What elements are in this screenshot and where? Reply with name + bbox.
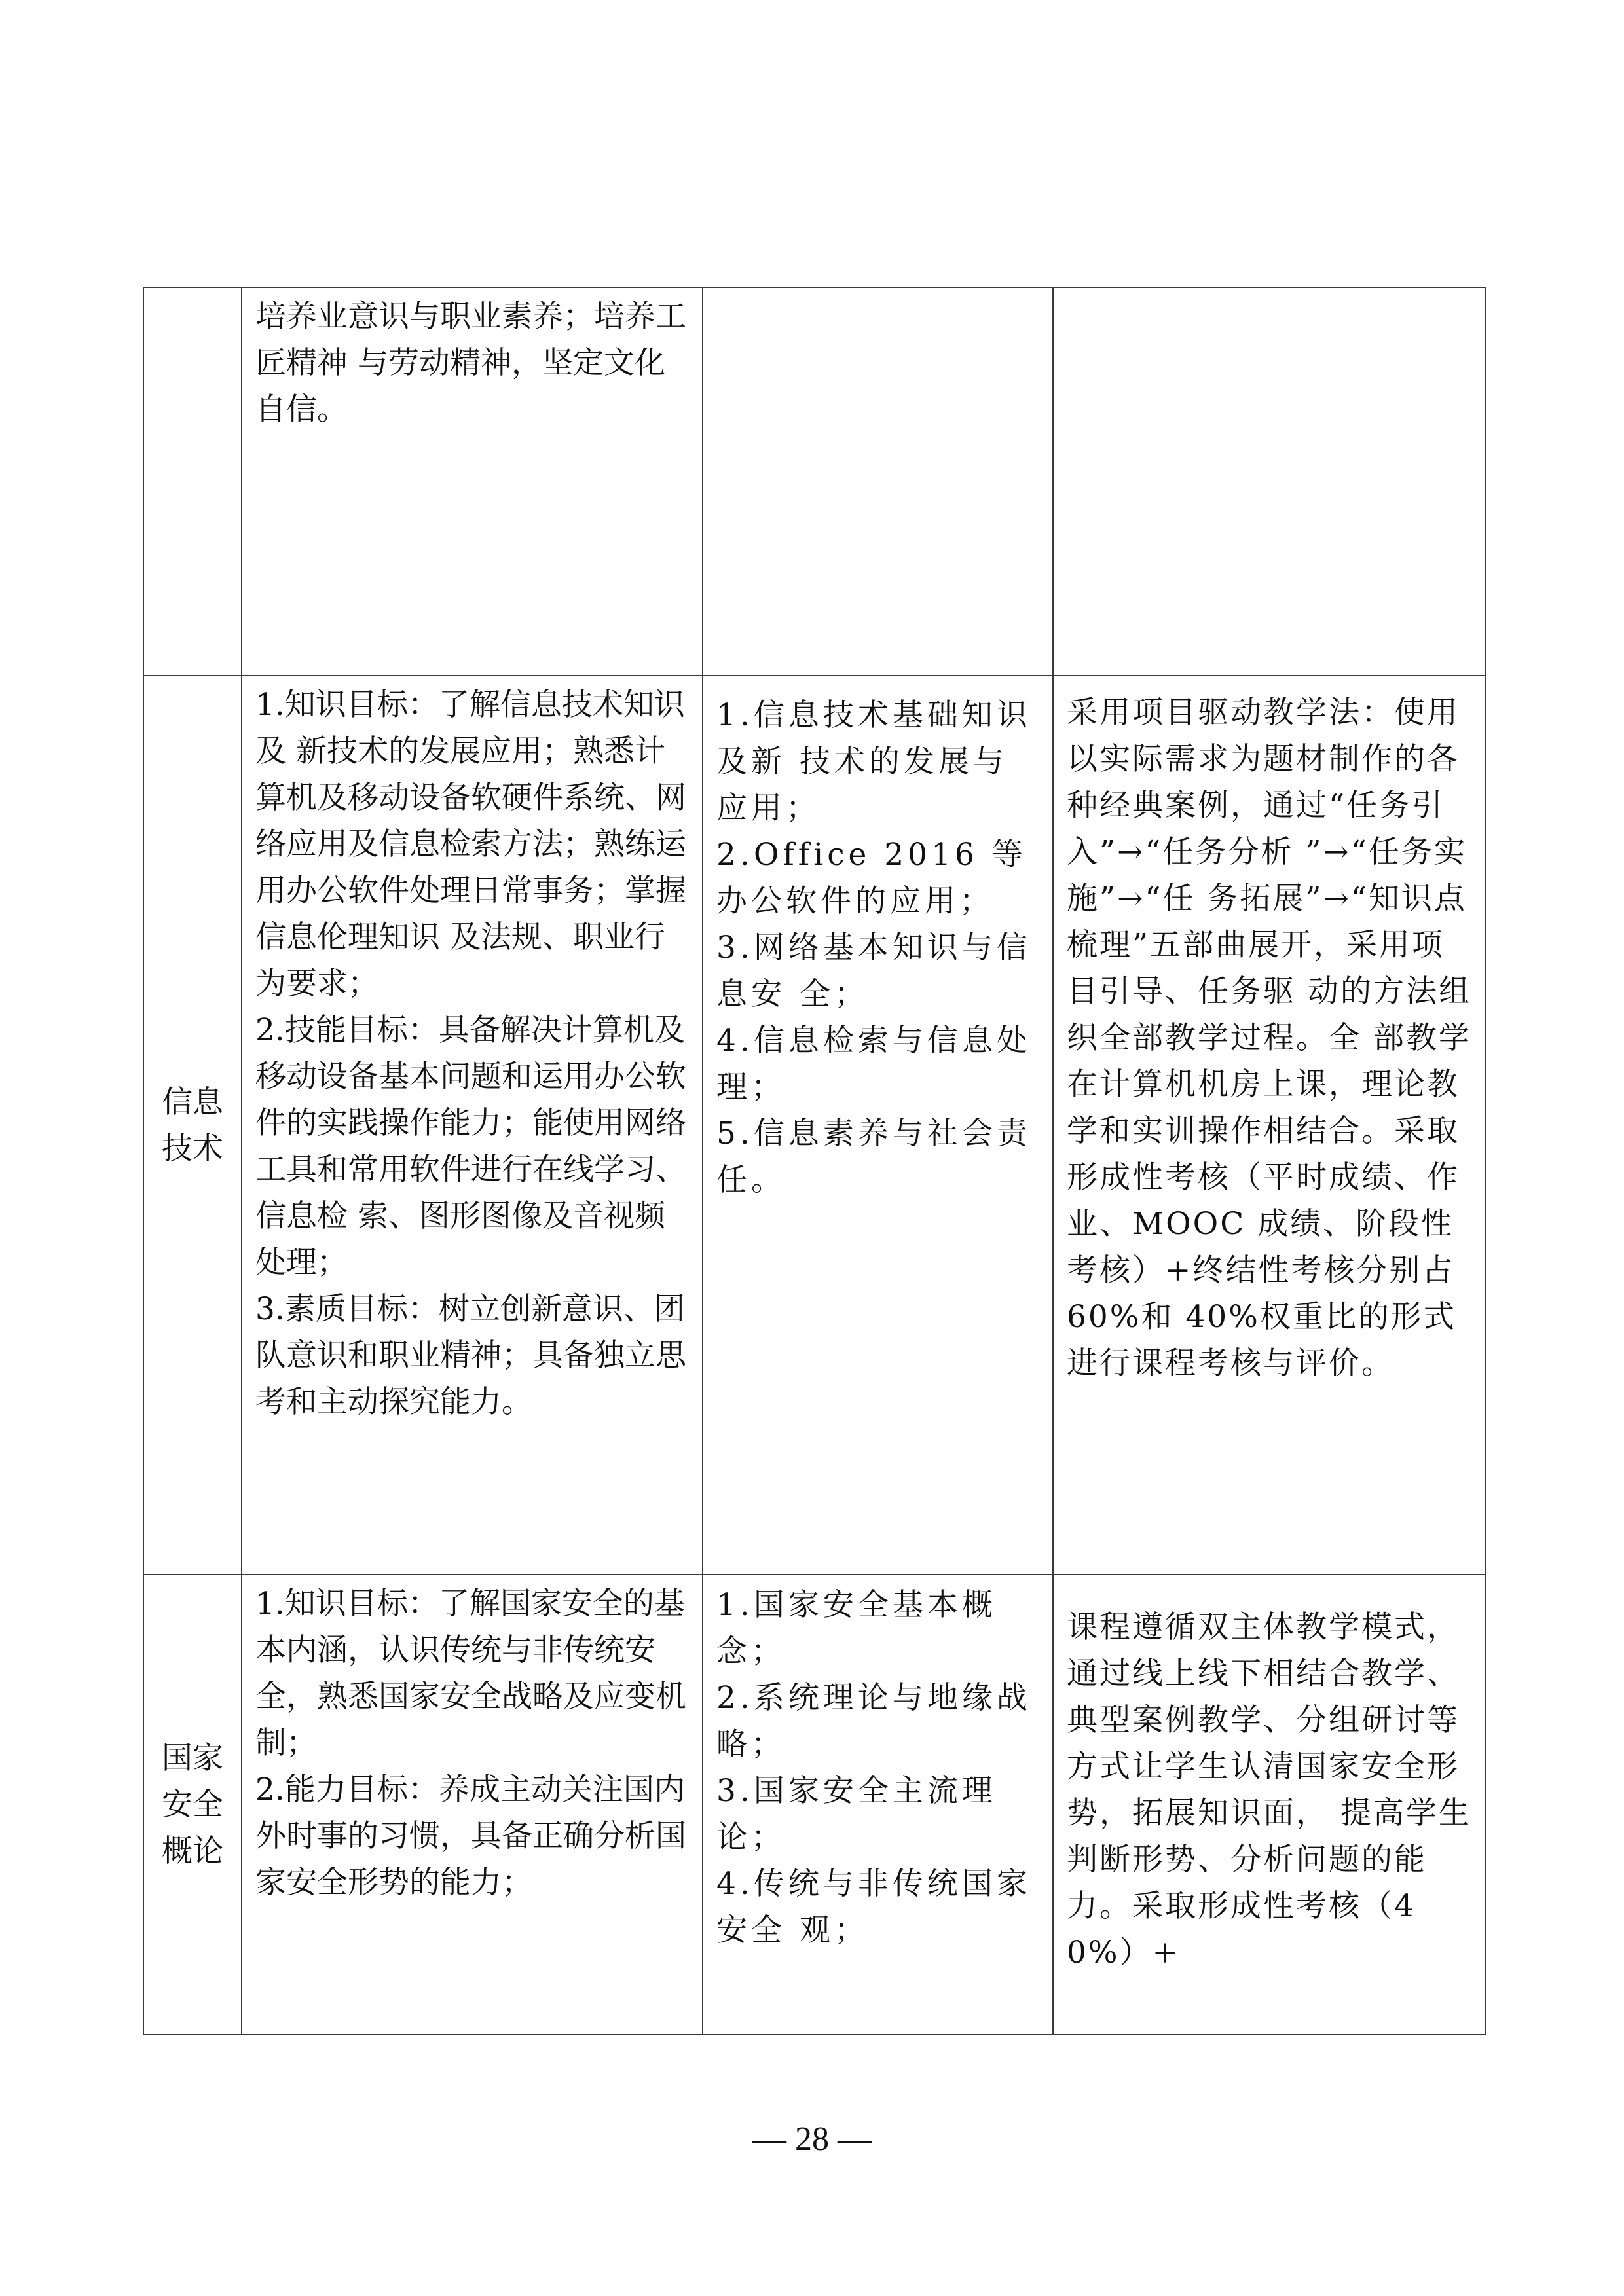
goals-cell <box>242 287 703 676</box>
method-text: 采用项目驱动教学法：使用以实际需求为题材制作的各种经典案例，通过“任务引入”→“任务分析 ”→“任务实施”→“任 务拓展”→“知识点梳理”五部曲展开，采用项目引导、任务驱 动的方法组织全部教学过程。全 部教学在计算机机房上课，理论教学和实训操作相结合。采取形成性考核（平时成绩、作业、MOOC 成绩、阶段性考核）+终结性考核分别占 60%和 40%权重比的形式进行课程考核与评价。 <box>1067 695 1471 1381</box>
goal-item: 1.知识目标：了解信息技术知识及 新技术的发展应用；熟悉计算机及移动设备软硬件系统、网络应用及信息检索方法；熟练运用办公软件处理日常事务；掌握信息伦理知识 及法规、职业行为要求； <box>255 687 686 1002</box>
content-cell <box>703 287 1053 676</box>
content-item: 1.信息技术基础知识及新 技术的发展与应用； <box>716 697 1031 826</box>
course-name-cell <box>143 676 242 1575</box>
page-number: — 28 — <box>752 2121 872 2158</box>
content-item: 4.信息检索与信息处理； <box>716 1023 1031 1105</box>
goal-item: 培养业意识与职业素养；培养工匠精神 与劳动精神，坚定文化自信。 <box>255 299 686 428</box>
goals-cell <box>242 676 703 1575</box>
course-name: 信息 技术 <box>162 1084 223 1167</box>
content-cell <box>703 676 1053 1575</box>
goal-item: 2.技能目标：具备解决计算机及移动设备基本问题和运用办公软件的实践操作能力；能使用网络工具和常用软件进行在线学习、信息检 索、图形图像及音视频处理； <box>255 1012 686 1281</box>
method-text: 课程遵循双主体教学模式，通过线上线下相结合教学、典型案例教学、分组研讨等方式让学生认清国家安全形势，拓展知识面， 提高学生判断形势、分析问题的能力。采取形成性考核（40%）+ <box>1067 1609 1471 1971</box>
content-item: 4.传统与非传统国家安全 观； <box>716 1866 1031 1948</box>
goals-cell <box>242 1575 703 2035</box>
content-item: 3.国家安全主流理论； <box>716 1773 997 1855</box>
course-name: 国家 安全 概论 <box>162 1740 223 1869</box>
course-name-cell <box>143 287 242 676</box>
goal-item: 3.素质目标：树立创新意识、团队意识和职业精神；具备独立思考和主动探究能力。 <box>255 1291 686 1420</box>
content-item: 5.信息素养与社会责任。 <box>716 1116 1031 1198</box>
table-row-continuation <box>143 287 1485 676</box>
course-table <box>143 287 1486 2035</box>
method-cell <box>1053 1575 1485 2035</box>
content-cell <box>703 1575 1053 2035</box>
method-cell <box>1053 676 1485 1575</box>
content-item: 3.网络基本知识与信息安 全； <box>716 930 1031 1012</box>
goal-item: 2.能力目标：养成主动关注国内外时事的习惯，具备正确分析国家安全形势的能力； <box>255 1772 686 1901</box>
table-row-national-security <box>143 1575 1485 2035</box>
goal-item: 1.知识目标：了解国家安全的基本内涵，认识传统与非传统安全，熟悉国家安全战略及应变机制； <box>255 1586 686 1761</box>
content-item: 1.国家安全基本概念； <box>716 1587 997 1669</box>
table-row-info-tech <box>143 676 1485 1575</box>
content-item: 2.Office 2016 等办公软件的应用； <box>716 837 1027 919</box>
method-cell <box>1053 287 1485 676</box>
content-item: 2.系统理论与地缘战略； <box>716 1680 1031 1762</box>
course-name-cell <box>143 1575 242 2035</box>
